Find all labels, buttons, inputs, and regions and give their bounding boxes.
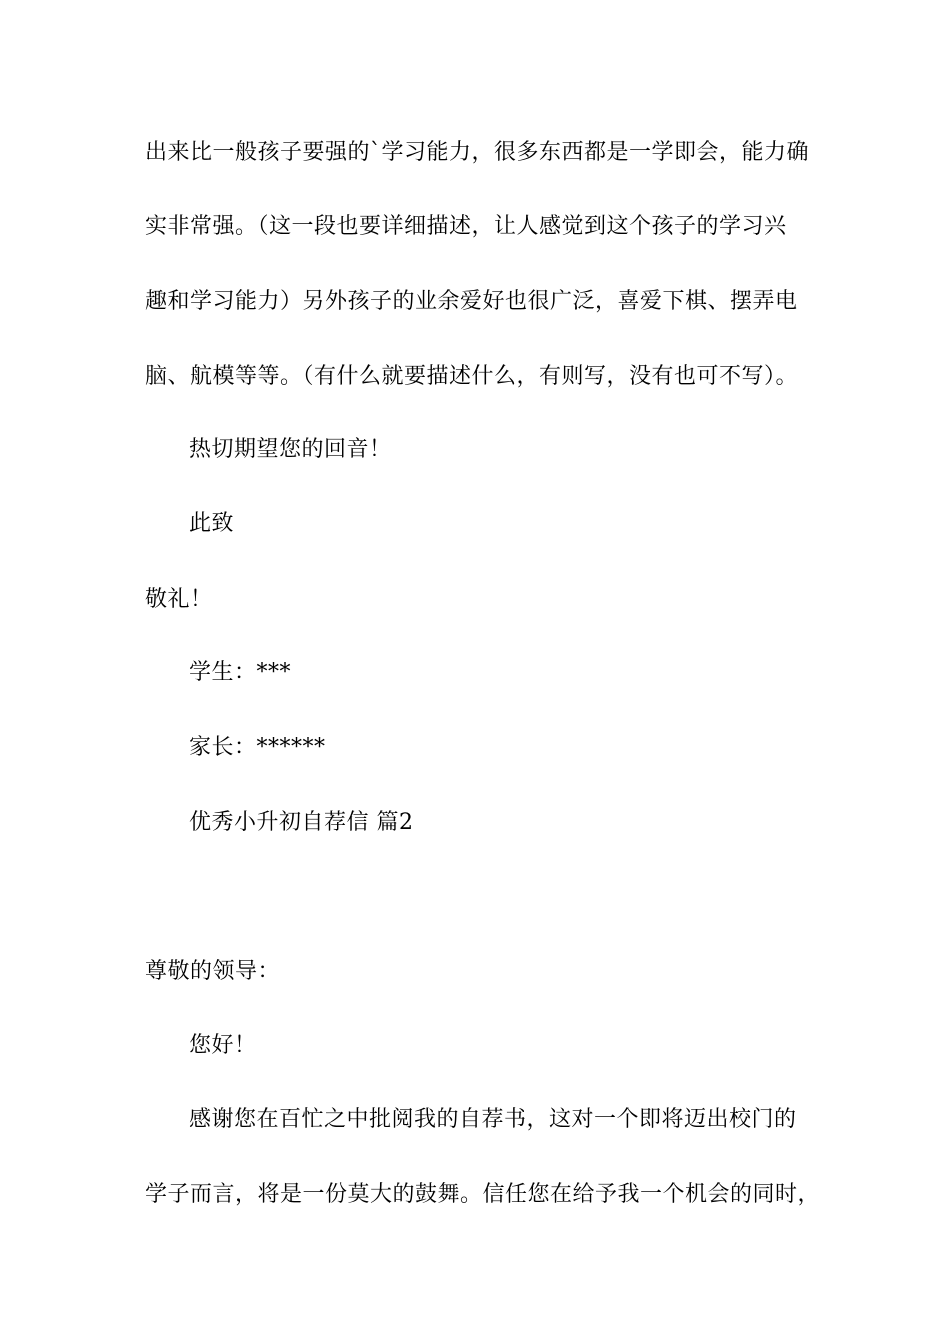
paragraph-line: 感谢您在百忙之中批阅我的自荐书，这对一个即将迈出校门的 bbox=[189, 1107, 797, 1132]
paragraph-line: 脑、航模等等。（有什么就要描述什么，有则写，没有也可不写）。 bbox=[145, 364, 799, 389]
paragraph-line: 趣和学习能力）另外孩子的业余爱好也很广泛，喜爱下棋、摆弄电 bbox=[145, 289, 798, 314]
section-title: 优秀小升初自荐信 篇2 bbox=[189, 810, 414, 835]
parent-signature: 家长：****** bbox=[189, 735, 326, 760]
paragraph-line: 出来比一般孩子要强的`学习能力，很多东西都是一学即会，能力确 bbox=[145, 140, 810, 165]
paragraph-line: 实非常强。（这一段也要详细描述，让人感觉到这个孩子的学习兴 bbox=[145, 214, 787, 239]
greeting-hello: 您好！ bbox=[189, 1033, 257, 1058]
paragraph-line: 学子而言，将是一份莫大的鼓舞。信任您在给予我一个机会的同时， bbox=[145, 1182, 821, 1207]
salutation-ci-zhi: 此致 bbox=[189, 511, 235, 536]
letter-greeting: 尊敬的领导： bbox=[145, 959, 281, 984]
salutation-jing-li: 敬礼！ bbox=[145, 587, 213, 612]
closing-wish: 热切期望您的回音！ bbox=[189, 437, 392, 462]
student-signature: 学生：*** bbox=[189, 660, 292, 685]
